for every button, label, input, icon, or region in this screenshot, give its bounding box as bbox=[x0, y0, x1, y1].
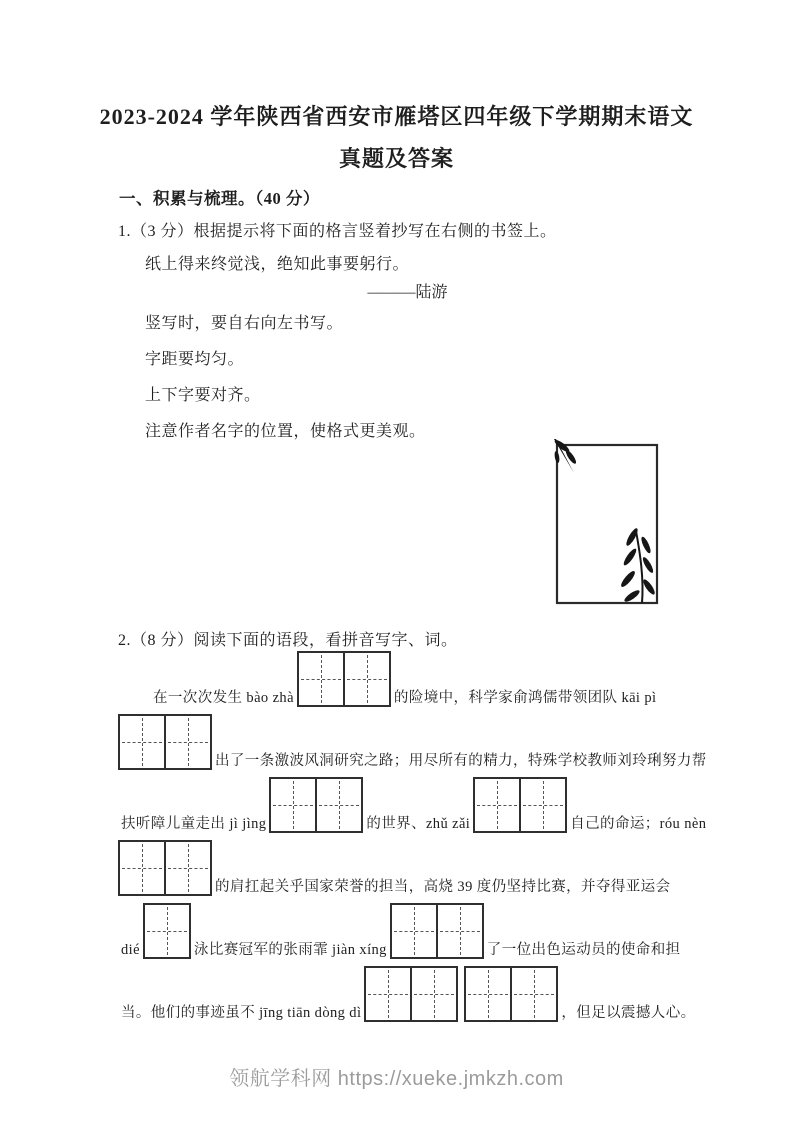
passage-text: 出了一条激波风洞研究之路；用尽所有的精力，特殊学校教师刘玲琍努力帮 bbox=[215, 753, 707, 770]
passage-line bbox=[118, 651, 718, 707]
question1-tips bbox=[145, 310, 426, 454]
tip-item: 竖写时，要自右向左书写。 bbox=[145, 315, 344, 332]
writing-grid-box[interactable] bbox=[118, 840, 212, 896]
writing-grid-cell[interactable] bbox=[436, 905, 482, 957]
passage-text: 泳比赛冠军的张雨霏 jiàn xíng bbox=[193, 942, 387, 959]
question1-motto: 纸上得来终觉浅，绝知此事要躬行。 bbox=[145, 256, 410, 273]
question1-prompt: 1.（3 分）根据提示将下面的格言竖着抄写在右侧的书签上。 bbox=[118, 223, 557, 240]
writing-grid-cell[interactable] bbox=[519, 779, 565, 831]
writing-grid-box[interactable] bbox=[143, 903, 191, 959]
writing-grid-cell[interactable] bbox=[164, 716, 210, 768]
question2-prompt: 2.（8 分）阅读下面的语段，看拼音写字、词。 bbox=[118, 632, 458, 649]
question2-passage bbox=[118, 651, 718, 1029]
writing-grid-box[interactable] bbox=[390, 903, 484, 959]
tip-item: 上下字要对齐。 bbox=[145, 387, 261, 404]
passage-line bbox=[118, 840, 718, 896]
passage-text: 当。他们的事迹虽不 jīng tiān dòng dì bbox=[121, 1005, 362, 1022]
writing-grid-cell[interactable] bbox=[315, 779, 361, 831]
passage-text: ，但足以震撼人心。 bbox=[561, 1005, 696, 1022]
tip-item: 注意作者名字的位置，使格式更美观。 bbox=[145, 423, 426, 440]
passage-text: 的险境中，科学家俞鸿儒带领团队 kāi pì bbox=[393, 690, 657, 707]
passage-line bbox=[118, 714, 718, 770]
writing-grid-cell[interactable] bbox=[392, 905, 436, 957]
passage-text: 在一次次发生 bào zhà bbox=[153, 690, 294, 707]
writing-grid-box[interactable] bbox=[464, 966, 558, 1022]
writing-grid-cell[interactable] bbox=[120, 716, 164, 768]
passage-line bbox=[118, 903, 718, 959]
writing-grid-box[interactable] bbox=[118, 714, 212, 770]
document-title-line2: 真题及答案 bbox=[338, 146, 454, 171]
writing-grid-cell[interactable] bbox=[466, 968, 510, 1020]
question1-author-attribution: ———陆游 bbox=[367, 284, 448, 301]
writing-grid-box[interactable] bbox=[364, 966, 458, 1022]
writing-grid-box[interactable] bbox=[473, 777, 567, 833]
writing-grid-cell[interactable] bbox=[145, 905, 189, 957]
writing-grid-cell[interactable] bbox=[271, 779, 315, 831]
writing-grid-box[interactable] bbox=[297, 651, 391, 707]
bookmark-answer-frame[interactable] bbox=[546, 433, 666, 615]
passage-text: 扶听障儿童走出 jì jìng bbox=[121, 816, 267, 833]
passage-text: 的肩扛起关乎国家荣誉的担当，高烧 39 度仍坚持比赛，并夺得亚运会 bbox=[215, 879, 671, 896]
writing-grid-cell[interactable] bbox=[510, 968, 556, 1020]
leaf-decoration-bottom-right bbox=[619, 527, 656, 604]
writing-grid-cell[interactable] bbox=[343, 653, 389, 705]
writing-grid-box[interactable] bbox=[269, 777, 363, 833]
passage-line bbox=[118, 777, 718, 833]
tip-item: 字距要均匀。 bbox=[145, 351, 245, 368]
passage-text: 了一位出色运动员的使命和担 bbox=[486, 942, 681, 959]
passage-text: 的世界、zhǔ zǎi bbox=[366, 816, 471, 833]
writing-grid-cell[interactable] bbox=[120, 842, 164, 894]
document-title-line1: 2023-2024 学年陕西省西安市雁塔区四年级下学期期末语文 bbox=[99, 104, 694, 129]
writing-grid-cell[interactable] bbox=[299, 653, 343, 705]
writing-grid-cell[interactable] bbox=[366, 968, 410, 1020]
passage-text: 自己的命运；róu nèn bbox=[570, 816, 707, 833]
writing-grid-cell[interactable] bbox=[164, 842, 210, 894]
section-heading: 一、积累与梳理。（40 分） bbox=[119, 189, 320, 208]
document-title bbox=[0, 96, 793, 180]
passage-line bbox=[118, 966, 718, 1022]
footer-watermark: 领航学科网 https://xueke.jmkzh.com bbox=[229, 1068, 564, 1090]
writing-grid-cell[interactable] bbox=[475, 779, 519, 831]
writing-grid-cell[interactable] bbox=[410, 968, 456, 1020]
passage-text: dié bbox=[121, 942, 140, 959]
